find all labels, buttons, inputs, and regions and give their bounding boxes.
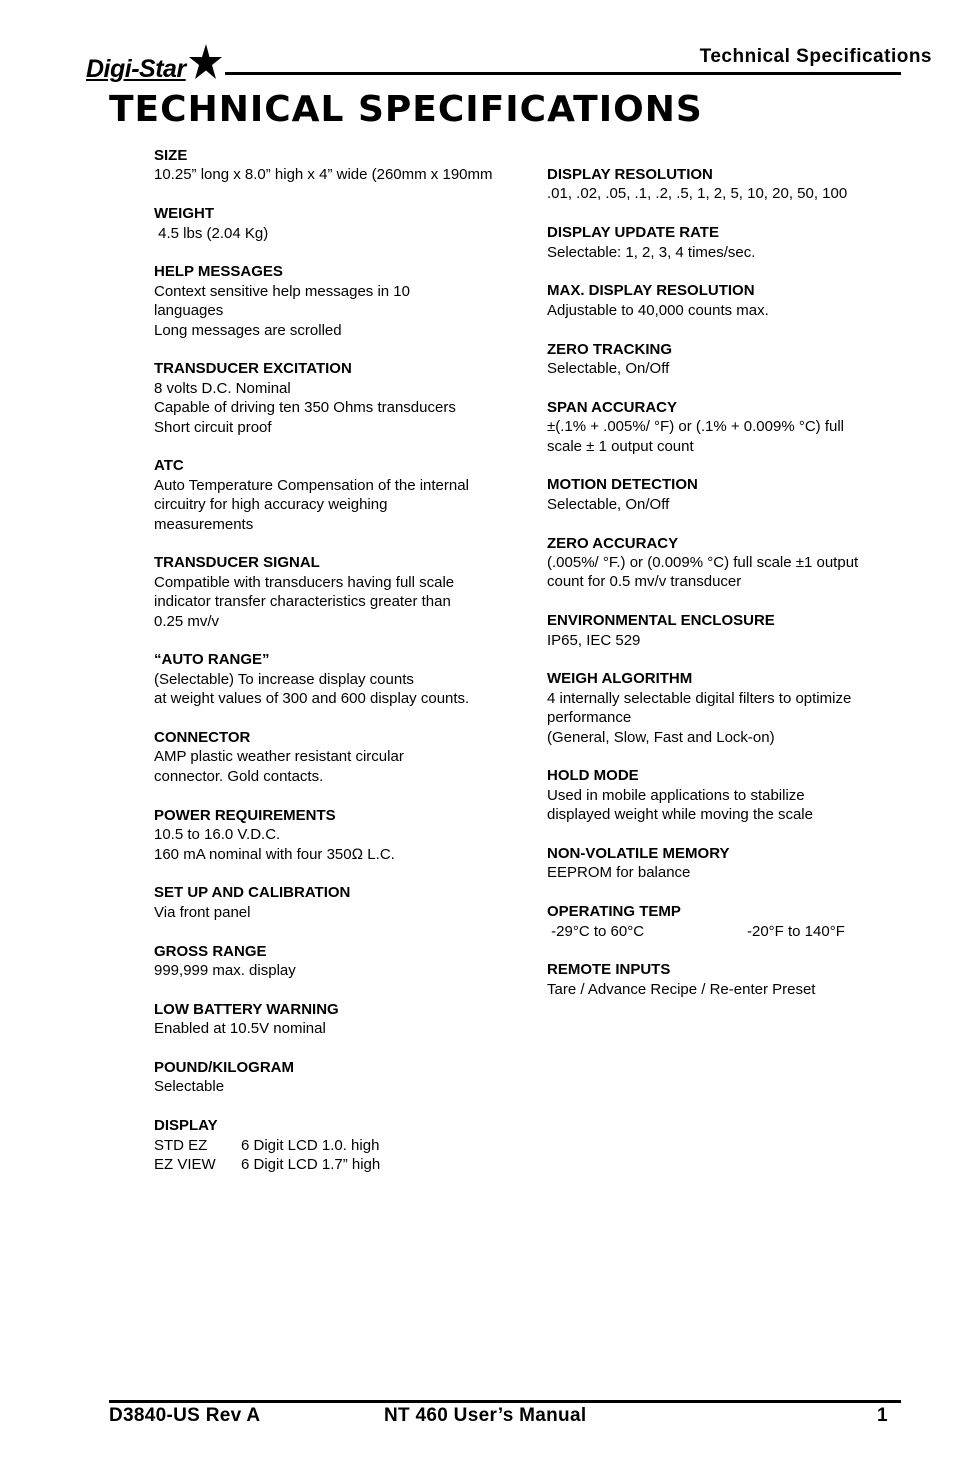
spec-line: connector. Gold contacts. (154, 767, 324, 785)
spec-remote-inputs (547, 960, 927, 999)
spec-heading: ENVIRONMENTAL ENCLOSURE (547, 612, 775, 630)
spec-line: Tare / Advance Recipe / Re-enter Preset (547, 980, 816, 998)
spec-heading: TRANSDUCER EXCITATION (154, 360, 352, 378)
temp-celsius: -29°C to 60°C (547, 922, 645, 940)
spec-line: Selectable: 1, 2, 3, 4 times/sec. (547, 243, 756, 261)
spec-block (154, 806, 544, 864)
spec-heading: LOW BATTERY WARNING (154, 1000, 339, 1018)
spec-line: 8 volts D.C. Nominal (154, 379, 291, 397)
spec-heading: REMOTE INPUTS (547, 961, 671, 979)
footer-rule (109, 1400, 901, 1403)
spec-heading: OPERATING TEMP (547, 903, 681, 921)
spec-operating-temp (547, 902, 927, 941)
spec-line: 0.25 mv/v (154, 612, 220, 630)
spec-line: indicator transfer characteristics greater than (154, 593, 451, 611)
spec-line: Enabled at 10.5V nominal (154, 1020, 326, 1038)
spec-line: Via front panel (154, 903, 251, 921)
spec-heading: SET UP AND CALIBRATION (154, 884, 351, 902)
spec-heading: MAX. DISPLAY RESOLUTION (547, 282, 755, 300)
spec-block (154, 942, 544, 981)
spec-heading: DISPLAY RESOLUTION (547, 166, 713, 183)
spec-line: EEPROM for balance (547, 864, 691, 882)
spec-line: Selectable, On/Off (547, 360, 670, 378)
spec-line: Used in mobile applications to stabilize (547, 786, 805, 804)
right-spec-column (547, 165, 927, 1019)
spec-heading: DISPLAY (154, 1117, 218, 1135)
left-spec-column (154, 146, 544, 1194)
display-value: 6 Digit LCD 1.0. high (241, 1136, 380, 1154)
spec-block (547, 340, 927, 379)
display-model: STD EZ (154, 1136, 208, 1154)
spec-line: 10.5 to 16.0 V.D.C. (154, 826, 281, 844)
spec-line: .01, .02, .05, .1, .2, .5, 1, 2, 5, 10, 20, 50, 100 (547, 185, 848, 203)
spec-block (547, 611, 927, 650)
spec-heading: ATC (154, 457, 184, 475)
spec-heading: TRANSDUCER SIGNAL (154, 554, 320, 572)
page-title: TECHNICAL SPECIFICATIONS (109, 89, 703, 130)
header-rule (225, 72, 901, 75)
spec-line: scale ± 1 output count (547, 437, 694, 455)
spec-heading: GROSS RANGE (154, 942, 267, 960)
spec-line: 999,999 max. display (154, 961, 296, 979)
logo-text: Digi-Star (86, 55, 186, 83)
spec-line: languages (154, 302, 224, 320)
spec-line: circuitry for high accuracy weighing (154, 496, 388, 514)
spec-line: IP65, IEC 529 (547, 631, 641, 649)
display-row (154, 1155, 544, 1174)
spec-line: performance (547, 709, 632, 727)
spec-block (547, 165, 927, 204)
spec-heading: ZERO ACCURACY (547, 534, 679, 552)
spec-heading: WEIGHT (154, 205, 214, 223)
display-model: EZ VIEW (154, 1155, 216, 1173)
spec-line: Short circuit proof (154, 418, 272, 436)
spec-line: Compatible with transducers having full scale (154, 573, 455, 591)
spec-line: 4 internally selectable digital filters to optimize (547, 689, 852, 707)
star-icon (182, 42, 222, 82)
spec-heading: CONNECTOR (154, 729, 251, 747)
brand-logo (86, 42, 222, 82)
spec-block (547, 475, 927, 514)
spec-line: Selectable (154, 1078, 225, 1096)
spec-line: 4.5 lbs (2.04 Kg) (154, 224, 269, 242)
spec-line: measurements (154, 515, 254, 533)
temp-row (547, 922, 927, 941)
spec-block (547, 223, 927, 262)
footer-doc-code: D3840-US Rev A (109, 1405, 261, 1426)
spec-block (154, 146, 544, 185)
spec-block (547, 398, 927, 456)
spec-line: (Selectable) To increase display counts (154, 670, 414, 688)
spec-line: count for 0.5 mv/v transducer (547, 573, 742, 591)
spec-line: displayed weight while moving the scale (547, 806, 813, 824)
spec-line: Capable of driving ten 350 Ohms transducers (154, 399, 456, 417)
spec-block (154, 883, 544, 922)
spec-block (154, 204, 544, 243)
spec-block (154, 728, 544, 786)
spec-line: AMP plastic weather resistant circular (154, 748, 404, 766)
spec-block (154, 456, 544, 534)
spec-heading: MOTION DETECTION (547, 476, 698, 494)
spec-line: (.005%/ °F.) or (0.009% °C) full scale ±1 output (547, 554, 859, 572)
spec-block (547, 766, 927, 824)
spec-block (154, 1058, 544, 1097)
header-section-title: Technical Specifications (699, 46, 932, 67)
spec-line: Selectable, On/Off (547, 495, 670, 513)
spec-line: Adjustable to 40,000 counts max. (547, 301, 769, 319)
spec-heading: POWER REQUIREMENTS (154, 806, 336, 824)
spec-heading: SIZE (154, 147, 188, 164)
spec-block (547, 281, 927, 320)
spec-block (154, 553, 544, 631)
spec-line: Context sensitive help messages in 10 (154, 282, 410, 300)
spec-block (154, 262, 544, 340)
spec-block (547, 844, 927, 883)
spec-line: 160 mA nominal with four 350Ω L.C. (154, 845, 395, 863)
spec-line: ±(.1% + .005%/ °F) or (.1% + 0.009% °C) full (547, 418, 845, 436)
display-row (154, 1136, 544, 1155)
spec-heading: “AUTO RANGE” (154, 651, 270, 669)
spec-heading: ZERO TRACKING (547, 340, 672, 358)
spec-heading: HELP MESSAGES (154, 263, 283, 281)
footer-page-number: 1 (877, 1405, 888, 1426)
footer-manual-title: NT 460 User’s Manual (384, 1405, 587, 1426)
spec-line: Auto Temperature Compensation of the internal (154, 476, 469, 494)
spec-line: at weight values of 300 and 600 display counts. (154, 690, 470, 708)
display-value: 6 Digit LCD 1.7” high (241, 1155, 381, 1173)
spec-line: (General, Slow, Fast and Lock-on) (547, 728, 775, 746)
spec-heading: DISPLAY UPDATE RATE (547, 224, 719, 242)
spec-block (547, 669, 927, 747)
spec-heading: POUND/KILOGRAM (154, 1058, 294, 1076)
temp-fahrenheit: -20°F to 140°F (747, 922, 845, 940)
spec-block (154, 650, 544, 708)
spec-block (547, 534, 927, 592)
spec-display (154, 1116, 544, 1174)
spec-line: Long messages are scrolled (154, 321, 342, 339)
spec-heading: WEIGH ALGORITHM (547, 670, 693, 688)
spec-block (154, 1000, 544, 1039)
spec-line: 10.25” long x 8.0” high x 4” wide (260mm x 190mm (154, 166, 493, 184)
spec-heading: HOLD MODE (547, 767, 639, 785)
spec-heading: NON-VOLATILE MEMORY (547, 845, 730, 863)
spec-heading: SPAN ACCURACY (547, 398, 678, 416)
spec-block (154, 359, 544, 437)
